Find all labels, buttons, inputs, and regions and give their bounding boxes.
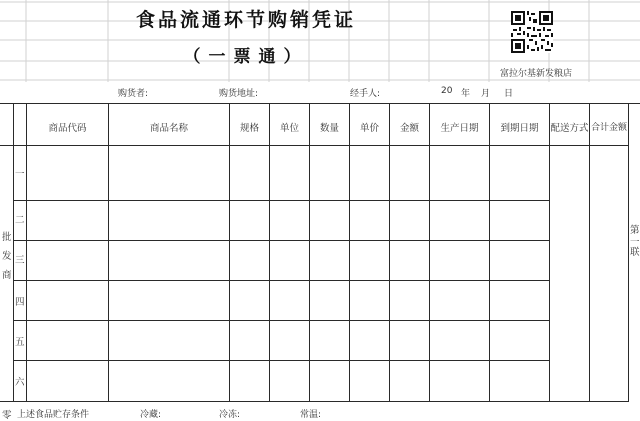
header-unit-price: 单价 — [359, 123, 379, 134]
storage-conditions-label: 上述食品贮存条件 — [17, 410, 90, 420]
cold-storage-label: 冷藏: — [140, 410, 162, 420]
row-number: 三 — [15, 255, 25, 266]
shop-name: 富拉尔基新发粮店 — [499, 69, 572, 79]
year-unit: 年 — [461, 89, 471, 99]
header-quantity: 数量 — [319, 123, 339, 134]
copy-label-char: 一 — [630, 237, 640, 248]
wholesaler-label-char: 商 — [2, 270, 12, 281]
buyer-label: 购货者: — [118, 89, 149, 99]
header-product-code: 商品代码 — [48, 123, 87, 134]
header-unit: 单位 — [279, 123, 299, 134]
document-subtitle: （一票通） — [183, 47, 309, 67]
day-unit: 日 — [504, 89, 514, 99]
handler-label: 经手人: — [350, 89, 381, 99]
wholesaler-label-char: 发 — [2, 251, 12, 262]
header-production-date: 生产日期 — [440, 123, 479, 134]
row-number: 四 — [15, 297, 25, 308]
header-expiry-date: 到期日期 — [500, 123, 539, 134]
frozen-label: 冷冻: — [219, 410, 241, 420]
year-value: 20 — [441, 86, 453, 96]
row-number: 五 — [15, 337, 25, 348]
header-amount: 金额 — [399, 123, 419, 134]
buyer-address-label: 购货地址: — [219, 89, 259, 99]
row-number: 六 — [15, 377, 25, 388]
row-number: 二 — [15, 215, 25, 226]
header-product-name: 商品名称 — [149, 123, 188, 134]
copy-label-char: 联 — [630, 247, 640, 258]
header-total-amount: 合计金额 — [590, 123, 627, 133]
copy-label-char: 第 — [630, 225, 640, 236]
wholesaler-label-char: 批 — [2, 232, 12, 243]
room-temp-label: 常温: — [300, 410, 322, 420]
retail-label-char: 零 — [2, 410, 12, 421]
header-delivery-method: 配送方式 — [550, 123, 589, 134]
document-title: 食品流通环节购销凭证 — [135, 9, 356, 31]
month-unit: 月 — [481, 89, 491, 99]
header-spec: 规格 — [239, 123, 259, 134]
row-number: 一 — [15, 169, 25, 180]
